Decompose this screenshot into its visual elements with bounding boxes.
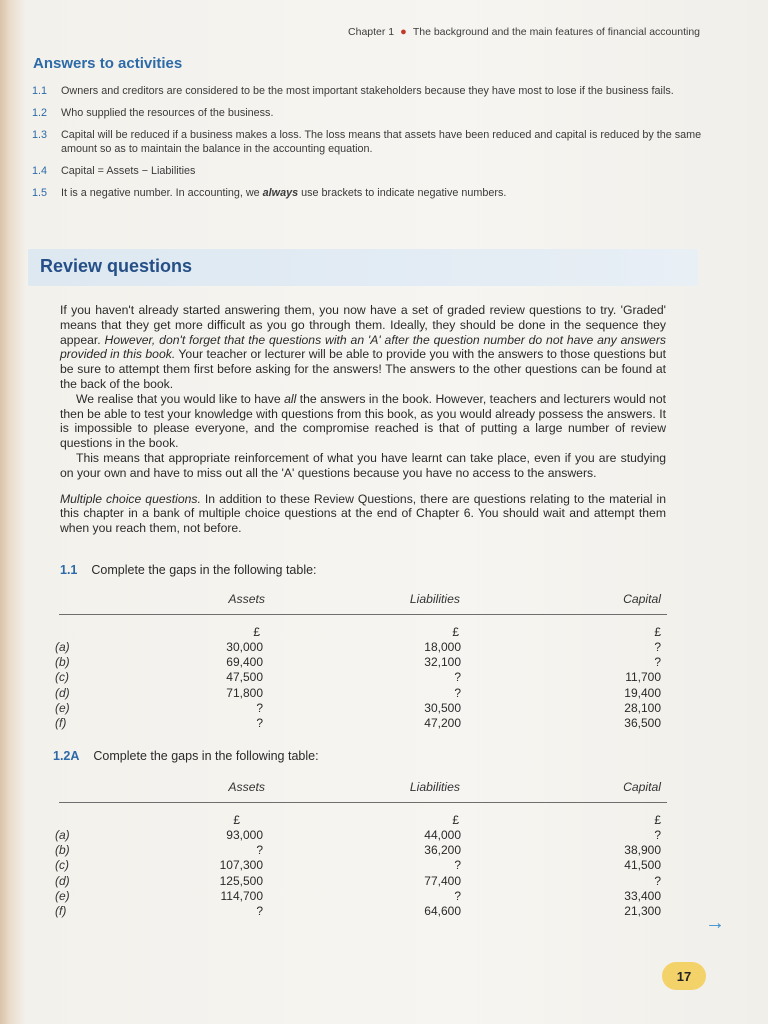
cell-assets: ? (256, 716, 263, 730)
page-number: 17 (662, 962, 706, 990)
answer-text: Capital = Assets − Liabilities (61, 165, 196, 177)
cell-capital: ? (654, 640, 661, 654)
answer-number: 1.3 (32, 129, 48, 141)
currency-capital: £ (654, 813, 661, 827)
row-label: (e) (55, 888, 70, 903)
table-rule (59, 802, 667, 803)
answer-emphasis: always (262, 187, 299, 199)
cell-assets: ? (256, 843, 263, 858)
cell-capital: ? (654, 828, 661, 842)
intro-paragraph: This means that appropriate reinforcement of what you have learnt can take place, even if you are studying on your own and have to miss out all the 'A' questions because you have no access to the answers. (60, 450, 666, 480)
cell-liabilities: 47,200 (424, 716, 461, 730)
row-label: (c) (55, 858, 69, 873)
row-label: (f) (55, 716, 67, 730)
header-capital: Capital (623, 592, 661, 606)
cell-capital: 41,500 (624, 858, 661, 873)
answer-item (32, 128, 704, 156)
intro-paragraph (60, 392, 666, 451)
currency-assets: £ (253, 625, 260, 639)
cell-assets: 93,000 (226, 828, 263, 842)
cell-assets: 107,300 (219, 858, 263, 873)
table-row (55, 843, 667, 858)
cell-liabilities: 30,500 (424, 700, 461, 715)
question-prompt: Complete the gaps in the following table: (93, 749, 319, 763)
cell-liabilities: 44,000 (424, 828, 461, 842)
cell-liabilities: 18,000 (424, 640, 461, 654)
italic-run: However, don't forget that the questions with an 'A' after the question number do not have any answers provided in this book. (60, 332, 666, 362)
cell-liabilities: ? (454, 888, 461, 903)
cell-liabilities: ? (454, 858, 461, 873)
table-row (55, 701, 667, 716)
table-row (55, 828, 667, 843)
cell-assets: ? (256, 904, 263, 918)
cell-capital: ? (654, 655, 661, 670)
table-row (55, 716, 667, 731)
answer-item (32, 186, 704, 200)
answer-text: Capital will be reduced if a business makes a loss. The loss means that assets have been reduced and capital is reduced by the same amount so as to maintain the balance in the accounting equation. (61, 129, 702, 155)
answer-text (61, 186, 704, 200)
answer-text-part: use brackets to indicate negative numbers. (298, 187, 507, 199)
answer-text-part: It is a negative number. In accounting, we (61, 187, 263, 199)
currency-assets: £ (233, 813, 240, 827)
cell-liabilities: ? (454, 670, 461, 685)
cell-capital: 33,400 (624, 888, 661, 903)
cell-assets: ? (256, 700, 263, 715)
table-1-2a (55, 780, 667, 930)
cell-liabilities: ? (454, 685, 461, 700)
currency-capital: £ (654, 625, 661, 639)
row-label: (b) (55, 655, 70, 670)
table-header-row (55, 780, 667, 798)
header-assets: Assets (228, 780, 265, 794)
cell-capital: 19,400 (624, 685, 661, 700)
cell-assets: 125,500 (219, 873, 263, 888)
row-label: (c) (55, 670, 69, 685)
cell-capital: 21,300 (624, 904, 661, 918)
mcq-paragraph (60, 492, 666, 536)
header-title: The background and the main features of financial accounting (412, 26, 700, 38)
header-liabilities: Liabilities (409, 780, 460, 794)
intro-paragraph (60, 303, 666, 392)
running-header (348, 26, 700, 38)
cell-assets: 114,700 (220, 888, 263, 903)
currency-liabilities: £ (452, 625, 459, 639)
answer-item (32, 164, 704, 178)
currency-row (55, 625, 667, 639)
row-label: (f) (55, 904, 67, 918)
row-label: (a) (55, 640, 70, 654)
question-1-1 (60, 563, 317, 577)
currency-row (55, 813, 667, 827)
review-intro (60, 303, 666, 536)
cell-assets: 69,400 (226, 655, 263, 670)
continue-arrow-icon: → (705, 912, 725, 934)
answer-text: Who supplied the resources of the business. (61, 107, 274, 119)
table-row (55, 858, 667, 873)
question-number: 1.2A (53, 749, 80, 763)
text-run: If you haven't already started answering them, you now have a set of graded review questions to try. 'Graded' means that they get more difficult as you go through them. Ideally, they should be done in the sequence they appear. (60, 303, 666, 347)
cell-capital: ? (654, 873, 661, 888)
cell-assets: 47,500 (226, 670, 263, 685)
text-run: We realise that you would like to have (76, 391, 285, 406)
cell-liabilities: 77,400 (424, 873, 461, 888)
answers-list (32, 84, 704, 208)
row-label: (d) (55, 685, 70, 700)
cell-liabilities: 64,600 (424, 904, 461, 918)
question-1-2a (53, 749, 319, 763)
cell-assets: 71,800 (226, 685, 263, 700)
answer-item (32, 106, 704, 120)
table-row (55, 655, 667, 670)
table-row (55, 874, 667, 889)
currency-liabilities: £ (452, 813, 459, 827)
table-row (55, 670, 667, 685)
question-prompt: Complete the gaps in the following table: (91, 563, 317, 577)
cell-liabilities: 32,100 (424, 655, 461, 670)
header-capital: Capital (623, 780, 661, 794)
row-label: (e) (55, 700, 70, 715)
answer-item (32, 84, 704, 98)
table-row (55, 889, 667, 904)
answer-number: 1.2 (32, 107, 48, 119)
question-number: 1.1 (60, 563, 78, 577)
header-assets: Assets (228, 592, 265, 606)
text-run: In addition to these Review Questions, there are questions relating to the material in this chapter in a bank of multiple choice questions at the end of Chapter 6. You should wait and attempt them when you reach them, not before. (60, 491, 666, 536)
answer-text: Owners and creditors are considered to be the most important stakeholders because they have most to lose if the business fails. (61, 85, 674, 97)
answers-heading: Answers to activities (33, 55, 183, 72)
cell-capital: 11,700 (625, 670, 661, 685)
header-chapter: Chapter 1 (348, 26, 395, 38)
row-label: (d) (55, 873, 70, 888)
review-heading: Review questions (40, 256, 193, 276)
cell-capital: 38,900 (624, 843, 661, 858)
table-row (55, 640, 667, 655)
cell-assets: 30,000 (226, 640, 263, 654)
table-row (55, 904, 667, 919)
table-row (55, 686, 667, 701)
cell-capital: 28,100 (624, 700, 661, 715)
answer-number: 1.1 (32, 85, 48, 97)
table-1-1 (55, 592, 667, 742)
cell-capital: 36,500 (624, 716, 661, 730)
cell-liabilities: 36,200 (424, 843, 461, 858)
italic-run: Multiple choice questions. (60, 491, 201, 506)
text-run: Your teacher or lecturer will be able to provide you with the answers to those questions but be sure to attempt them first before asking for the answers! The answers to the other questions can be found at the back of the book. (60, 347, 666, 391)
italic-run: all (284, 391, 297, 406)
header-bullet-icon: ● (400, 26, 407, 38)
row-label: (b) (55, 843, 70, 858)
answer-number: 1.4 (32, 165, 48, 177)
table-header-row (55, 592, 667, 610)
text-run: the answers in the book. However, teachers and lecturers would not then be able to test your knowledge with questions from this book, as you would already possess the answers. It is impossible to please everyone, and the compromise reached is that of putting a large number of review questions in the book. (60, 391, 666, 451)
header-liabilities: Liabilities (409, 592, 460, 606)
table-rule (59, 614, 667, 615)
row-label: (a) (55, 828, 70, 842)
answer-number: 1.5 (32, 187, 48, 199)
